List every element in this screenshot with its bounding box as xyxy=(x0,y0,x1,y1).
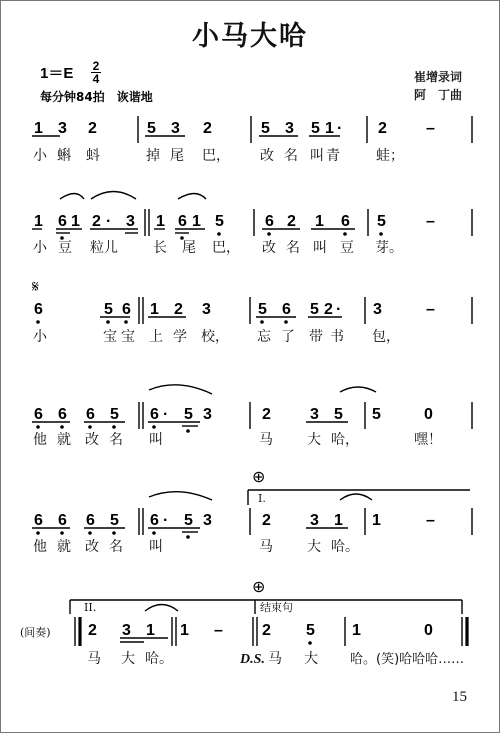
lyric: 名 xyxy=(284,148,298,164)
note: 5 xyxy=(215,213,224,230)
note: 1 xyxy=(180,622,189,639)
lyric: 叫 xyxy=(313,240,327,256)
key-signature: 1＝E xyxy=(40,65,74,82)
note: 1 xyxy=(146,622,155,639)
row-6-octave-dots xyxy=(308,641,312,645)
lyric: 大 xyxy=(307,432,321,448)
lower-octave-dot xyxy=(343,232,347,236)
note: 5 xyxy=(334,406,343,423)
note: 5 xyxy=(184,406,193,423)
note: 6 xyxy=(122,301,131,318)
note: 6 xyxy=(150,512,159,529)
interlude-label: (间奏) xyxy=(20,626,51,639)
lower-octave-dot xyxy=(186,429,190,433)
note: 1 xyxy=(34,213,43,230)
lower-octave-dot xyxy=(112,531,116,535)
row-2-lyrics xyxy=(33,239,403,256)
note: 1 xyxy=(150,301,159,318)
note: 6 xyxy=(34,512,43,529)
lyric: 巴， xyxy=(212,240,240,256)
lyric: 他 xyxy=(33,539,47,555)
note: 5 xyxy=(258,301,267,318)
note: 6 xyxy=(34,301,43,318)
note: 2 xyxy=(262,512,271,529)
augmentation-dot: · xyxy=(163,406,169,423)
note: 6 xyxy=(150,406,159,423)
slur xyxy=(149,492,212,500)
lower-octave-dot xyxy=(36,320,40,324)
row-6-notes xyxy=(88,622,433,639)
lower-octave-dot xyxy=(308,641,312,645)
lyric: 名 xyxy=(109,432,123,448)
lyric: 改 xyxy=(85,539,99,555)
lower-octave-dot xyxy=(36,425,40,429)
lower-octave-dot xyxy=(260,320,264,324)
lower-octave-dot xyxy=(379,232,383,236)
augmentation-dot: · xyxy=(336,301,342,318)
slur xyxy=(145,605,178,612)
lower-octave-dot xyxy=(112,425,116,429)
lyric: 大 xyxy=(304,651,318,667)
lyric: 蚪 xyxy=(86,148,100,164)
note: 3 xyxy=(310,512,319,529)
lyric: 哈， xyxy=(331,432,359,448)
note: 5 xyxy=(147,120,156,137)
row-3-lyrics xyxy=(33,328,400,345)
note: 5 xyxy=(311,120,320,137)
note: 5 xyxy=(110,512,119,529)
lyric: 校， xyxy=(201,329,229,345)
note: 1 xyxy=(192,213,201,230)
lyric: 小 xyxy=(33,240,47,256)
note: 6 xyxy=(86,406,95,423)
note: 1 xyxy=(372,512,381,529)
lyric: 哈。 xyxy=(145,651,173,667)
row-5-octave-dots xyxy=(36,531,190,539)
note: 3 xyxy=(122,622,131,639)
volta-label: II. xyxy=(84,601,97,614)
note: 5 xyxy=(372,406,381,423)
lyric: 尾 xyxy=(182,240,196,256)
lower-octave-dot xyxy=(106,320,110,324)
note: 6 xyxy=(341,213,350,230)
composer-credit: 阿 丁曲 xyxy=(413,88,462,102)
lyric: 书 xyxy=(330,329,344,345)
lyric: 豆 xyxy=(340,240,354,256)
note: 5 xyxy=(310,301,319,318)
note: 1 xyxy=(334,512,343,529)
note: 5 xyxy=(261,120,270,137)
lyric: 了 xyxy=(281,329,295,345)
note: 2 xyxy=(88,120,97,137)
lyric: 小 xyxy=(33,148,47,164)
row-5-notes xyxy=(34,512,435,529)
note: 6 xyxy=(58,213,67,230)
lyric: 叫 xyxy=(310,148,324,164)
note: 1 xyxy=(352,622,361,639)
lyric: 哈。 xyxy=(331,539,359,555)
lyric: 长 xyxy=(153,240,167,256)
augmentation-dot: · xyxy=(163,512,169,529)
lower-octave-dot xyxy=(284,320,288,324)
note: 1 xyxy=(156,213,165,230)
dash: – xyxy=(426,512,435,529)
lower-octave-dot xyxy=(60,531,64,535)
row-4-lyrics xyxy=(33,431,442,448)
rest: 0 xyxy=(424,622,433,639)
note: 1 xyxy=(325,120,334,137)
note: 5 xyxy=(184,512,193,529)
note: 6 xyxy=(34,406,43,423)
note: 6 xyxy=(58,512,67,529)
lyric: 他 xyxy=(33,432,47,448)
lyric: 大 xyxy=(307,539,321,555)
note: 3 xyxy=(171,120,180,137)
lyric: 就 xyxy=(57,432,71,448)
lyric: 粒儿 xyxy=(90,240,118,256)
lyricist-credit: 崔增录词 xyxy=(413,70,462,84)
lyric: 上 xyxy=(149,329,163,345)
note: 2 xyxy=(287,213,296,230)
lyric: 尾 xyxy=(170,148,184,164)
note: 3 xyxy=(58,120,67,137)
note: 2 xyxy=(203,120,212,137)
lyric: 就 xyxy=(57,539,71,555)
row-1-notes xyxy=(34,120,435,137)
lower-octave-dot xyxy=(217,232,221,236)
lyric: 改 xyxy=(260,148,274,164)
page-number: 15 xyxy=(452,689,467,705)
lyric: 马 xyxy=(268,651,282,667)
row-4-notes xyxy=(34,406,433,423)
lower-octave-dot xyxy=(152,531,156,535)
dash: – xyxy=(214,622,223,639)
row-6-lyrics xyxy=(87,650,464,667)
row-3-notes xyxy=(34,301,435,318)
note: 2 xyxy=(324,301,333,318)
lyric: 小 xyxy=(33,329,47,345)
row-1-lyrics xyxy=(33,147,404,164)
lyric: 青 xyxy=(326,148,340,164)
note: 6 xyxy=(58,406,67,423)
lyric: 改 xyxy=(85,432,99,448)
note: 5 xyxy=(306,622,315,639)
lyric: 包， xyxy=(372,329,400,345)
augmentation-dot: · xyxy=(106,213,112,230)
segno-sign: 𝄋 xyxy=(32,277,39,296)
note: 6 xyxy=(178,213,187,230)
lyric: 马 xyxy=(259,432,273,448)
note: 3 xyxy=(373,301,382,318)
note: 5 xyxy=(104,301,113,318)
slur xyxy=(340,494,372,500)
note: 3 xyxy=(202,301,211,318)
note: 2 xyxy=(88,622,97,639)
note: 5 xyxy=(110,406,119,423)
slur xyxy=(91,192,136,200)
coda-sign: ⊕ xyxy=(252,577,266,596)
slur xyxy=(340,387,376,392)
lyric: 蛙； xyxy=(376,148,404,164)
note: 5 xyxy=(377,213,386,230)
lyric: 学 xyxy=(173,329,187,345)
row-2-octave-dots xyxy=(60,232,383,240)
note: 3 xyxy=(126,213,135,230)
lower-octave-dot xyxy=(186,535,190,539)
slur xyxy=(60,194,84,200)
lower-octave-dot xyxy=(88,425,92,429)
lyric: 叫 xyxy=(149,539,163,555)
lower-octave-dot xyxy=(60,425,64,429)
note: 2 xyxy=(378,120,387,137)
row-2-notes xyxy=(34,213,435,230)
lower-octave-dot xyxy=(36,531,40,535)
note: 6 xyxy=(86,512,95,529)
time-signature-bottom: 4 xyxy=(92,72,100,86)
lyric: 哈。(笑)哈哈哈…… xyxy=(350,652,465,667)
song-title: 小马大哈 xyxy=(192,21,308,52)
lyric: 宝 xyxy=(103,329,117,345)
lyric: 马 xyxy=(259,539,273,555)
lower-octave-dot xyxy=(88,531,92,535)
augmentation-dot: · xyxy=(337,120,343,137)
slur xyxy=(178,194,206,200)
lyric: 豆 xyxy=(58,240,72,256)
volta-label: I. xyxy=(258,492,266,505)
lyric: 掉 xyxy=(146,148,160,164)
dash: – xyxy=(426,120,435,137)
ending-label: 结束句 xyxy=(260,601,293,614)
tempo-marking: 每分钟84拍 诙谐地 xyxy=(40,90,153,104)
lower-octave-dot xyxy=(267,232,271,236)
dal-segno-mark: D.S. xyxy=(240,652,265,667)
row-5-lyrics xyxy=(33,538,359,555)
note: 1 xyxy=(34,120,43,137)
slur xyxy=(149,385,212,394)
note: 3 xyxy=(310,406,319,423)
dash: – xyxy=(426,213,435,230)
lyric: 嘿！ xyxy=(414,432,442,448)
note: 3 xyxy=(285,120,294,137)
note: 1 xyxy=(71,213,80,230)
lyric: 宝 xyxy=(121,329,135,345)
note: 2 xyxy=(262,622,271,639)
lyric: 蝌 xyxy=(57,148,71,164)
lyric: 改 xyxy=(262,240,276,256)
lyric: 巴， xyxy=(202,148,230,164)
note: 3 xyxy=(203,406,212,423)
lyric: 叫 xyxy=(149,432,163,448)
lower-octave-dot xyxy=(124,320,128,324)
note: 1 xyxy=(315,213,324,230)
note: 2 xyxy=(262,406,271,423)
lower-octave-dot xyxy=(152,425,156,429)
note: 6 xyxy=(282,301,291,318)
lyric: 名 xyxy=(109,539,123,555)
note: 2 xyxy=(174,301,183,318)
lyric: 忘 xyxy=(257,329,271,345)
rest: 0 xyxy=(424,406,433,423)
lyric: 名 xyxy=(286,240,300,256)
dash: – xyxy=(426,301,435,318)
time-signature-top: 2 xyxy=(92,59,100,73)
lyric: 芽。 xyxy=(375,240,403,256)
coda-sign: ⊕ xyxy=(252,467,266,486)
note: 3 xyxy=(203,512,212,529)
note: 2 xyxy=(92,213,101,230)
note: 6 xyxy=(265,213,274,230)
lyric: 大 xyxy=(121,651,135,667)
lyric: 马 xyxy=(87,651,101,667)
lyric: 带 xyxy=(309,329,323,345)
